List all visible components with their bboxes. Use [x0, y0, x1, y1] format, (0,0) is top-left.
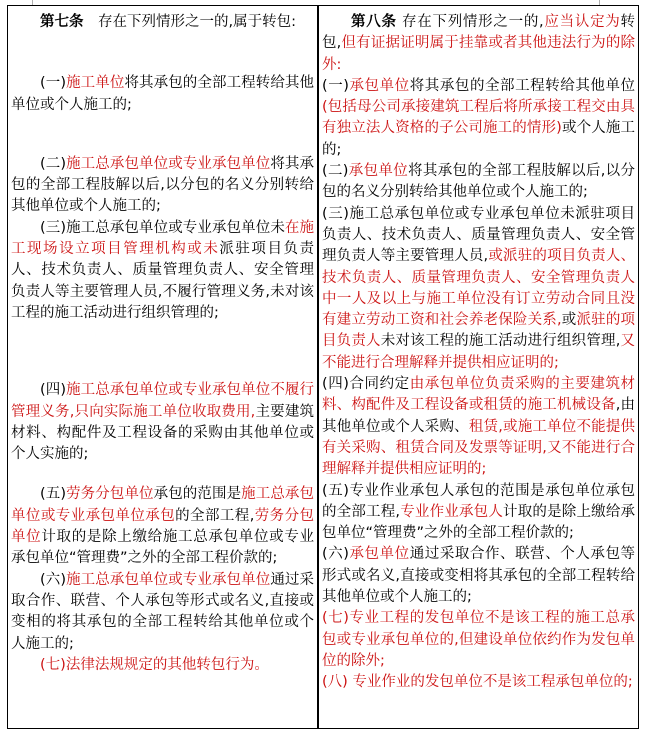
- text-run: ,由其他单位或个人采购、: [322, 397, 636, 435]
- text-run: (六): [322, 546, 349, 563]
- text-run: (七)法律法规规定的其他转包行为。: [40, 656, 269, 673]
- text-run: 但有证据证明属于挂靠或者其他违法行为的除外:: [322, 35, 636, 73]
- text-run: 施工总承包单位或专业承包单位承包: [11, 486, 315, 524]
- text-run: (三)施工总承包单位或专业承包单位未派驻项目负责人、技术负责人、质量管理负责人、安全管理负责人等主要管理人员,: [322, 205, 635, 265]
- text-run: 或个人施工的;: [322, 120, 636, 158]
- text-run: 专业作业承包人: [400, 503, 504, 520]
- text-run: 派驻项目负责人、技术负责人、质量管理负责人、安全管理负责人等主要管理人员,不履行管理义务,未对该工程的施工活动进行组织管理的;: [11, 241, 315, 321]
- text-run: 承包的范围是: [153, 486, 242, 503]
- article-8-cell: [319, 6, 638, 728]
- article-7-item-6: [11, 570, 314, 655]
- article-8-item-2: [322, 161, 635, 204]
- text-run: 施工总承包单位或专业承包单位: [66, 571, 271, 588]
- article-8-item-6: [322, 544, 635, 608]
- text-run: (五): [40, 486, 66, 503]
- text-run: 应当认定为: [543, 14, 621, 30]
- text-run: (五)专业作业承包人承包的范围是承包单位承包的全部工程,: [322, 482, 635, 520]
- text-run: 施工单位: [66, 75, 125, 92]
- text-run: (一): [322, 77, 349, 94]
- article-7-item-4: [11, 380, 314, 465]
- text-run: (一): [40, 75, 66, 92]
- article-7-item-1: [11, 73, 314, 116]
- text-run: 承包单位: [348, 77, 410, 94]
- article-7-cell: [8, 6, 319, 728]
- text-run: 第八条: [351, 14, 397, 30]
- text-run: (二): [40, 155, 66, 172]
- text-run: 第七条: [40, 14, 84, 30]
- article-8-item-3: [322, 204, 635, 374]
- text-run: 承包单位: [348, 546, 410, 563]
- text-run: 派驻的项目负责人: [322, 312, 636, 350]
- text-run: (八) 专业作业的发包单位不是该工程承包单位的;: [322, 674, 633, 691]
- article-8-item-4: [322, 374, 635, 480]
- text-run: 又不能进行合理解释并提供相应证明的;: [322, 333, 636, 371]
- article-7-item-7: [11, 655, 314, 676]
- article-7-item-2: [11, 154, 314, 218]
- text-run: 在施工现场设立项目管理机构或未: [11, 219, 315, 258]
- text-run: 转包,: [322, 14, 636, 52]
- text-run: 将其承包的全部工程转给其他单位: [409, 77, 635, 94]
- text-run: (七)专业工程的发包单位不是该工程的施工总承包或专业承包单位的,但建设单位依约作为发包单位的除外;: [322, 610, 635, 669]
- text-run: 计取的是除上缴给施工总承包单位或专业承包单位“管理费”之外的全部工程价款的;: [11, 529, 315, 567]
- text-run: (包括母公司承接建筑工程后将所承接工程交由具有独立法人资格的子公司施工的情形): [322, 99, 635, 137]
- article-8-item-8: [322, 672, 635, 693]
- text-run: (四): [40, 382, 66, 399]
- text-run: 或: [561, 312, 577, 329]
- text-run: 通过采取合作、联营、个人承包等形式或名义,直接或变相将其承包的全部工程转给其他单位或个人施工的;: [322, 546, 635, 606]
- text-run: (六): [40, 571, 66, 588]
- text-run: (三)施工总承包单位或专业承包单位未: [40, 219, 285, 236]
- text-run: 主要建筑材料、构配件及工程设备的采购由其他单位或个人实施的;: [11, 403, 315, 463]
- text-run: 劳务分包单位: [11, 507, 315, 546]
- article-8-item-1: [322, 76, 635, 161]
- text-run: 将其承包的全部工程肢解以后,以分包的名义分别转给其他单位或个人施工的;: [11, 155, 315, 215]
- text-run: 存在下列情形之一的,属于转包:: [83, 14, 296, 30]
- text-run: 未对该工程的施工活动进行组织管理,: [380, 333, 621, 350]
- text-run: 劳务分包单位: [66, 486, 154, 503]
- text-run: 施工总承包单位或专业承包单位: [66, 155, 271, 172]
- article-7-item-3: [11, 218, 314, 324]
- article-7-item-5: [11, 484, 314, 569]
- text-run: (二): [322, 163, 349, 180]
- text-run: 租赁,或施工单位不能提供有关采购、租赁合同及发票等证明,又不能进行合理解释并提供相应证明的;: [322, 418, 636, 478]
- text-run: 将其承包的全部工程转给其他单位或个人施工的;: [11, 75, 315, 113]
- text-run: 承包单位: [348, 163, 409, 180]
- text-run: 或派驻的项目负责人、技术负责人、质量管理负责人、安全管理负责人中一人及以上与施工单位没有订立劳动合同且没有建立劳动工资和社会养老保险关系,: [322, 248, 636, 329]
- regulation-comparison-table: [7, 5, 639, 729]
- text-run: 将其承包的全部工程肢解以后,以分包的名义分别转给其他单位或个人施工的;: [322, 163, 636, 201]
- text-run: (四)合同约定: [322, 376, 410, 393]
- text-run: 由承包单位负责采购的主要建筑材料、构配件及工程设备或租赁的施工机械设备: [322, 376, 635, 414]
- text-run: 计取的是除上缴给承包单位“管理费”之外的全部工程价款的;: [322, 503, 636, 542]
- article-8-item-7: [322, 608, 635, 672]
- text-run: 通过采取合作、联营、个人承包等形式或名义,直接或变相的将其承包的全部工程转给其他单位或个人施工的;: [11, 571, 315, 652]
- article-7-heading: [11, 12, 314, 33]
- text-run: 的全部工程,: [175, 507, 255, 524]
- article-8-item-5: [322, 481, 635, 545]
- text-run: 存在下列情形之一的,: [396, 14, 544, 30]
- article-8-heading: [322, 12, 635, 76]
- text-run: 施工总承包单位或专业承包单位不履行管理义务,只向实际施工单位收取费用,: [11, 382, 314, 420]
